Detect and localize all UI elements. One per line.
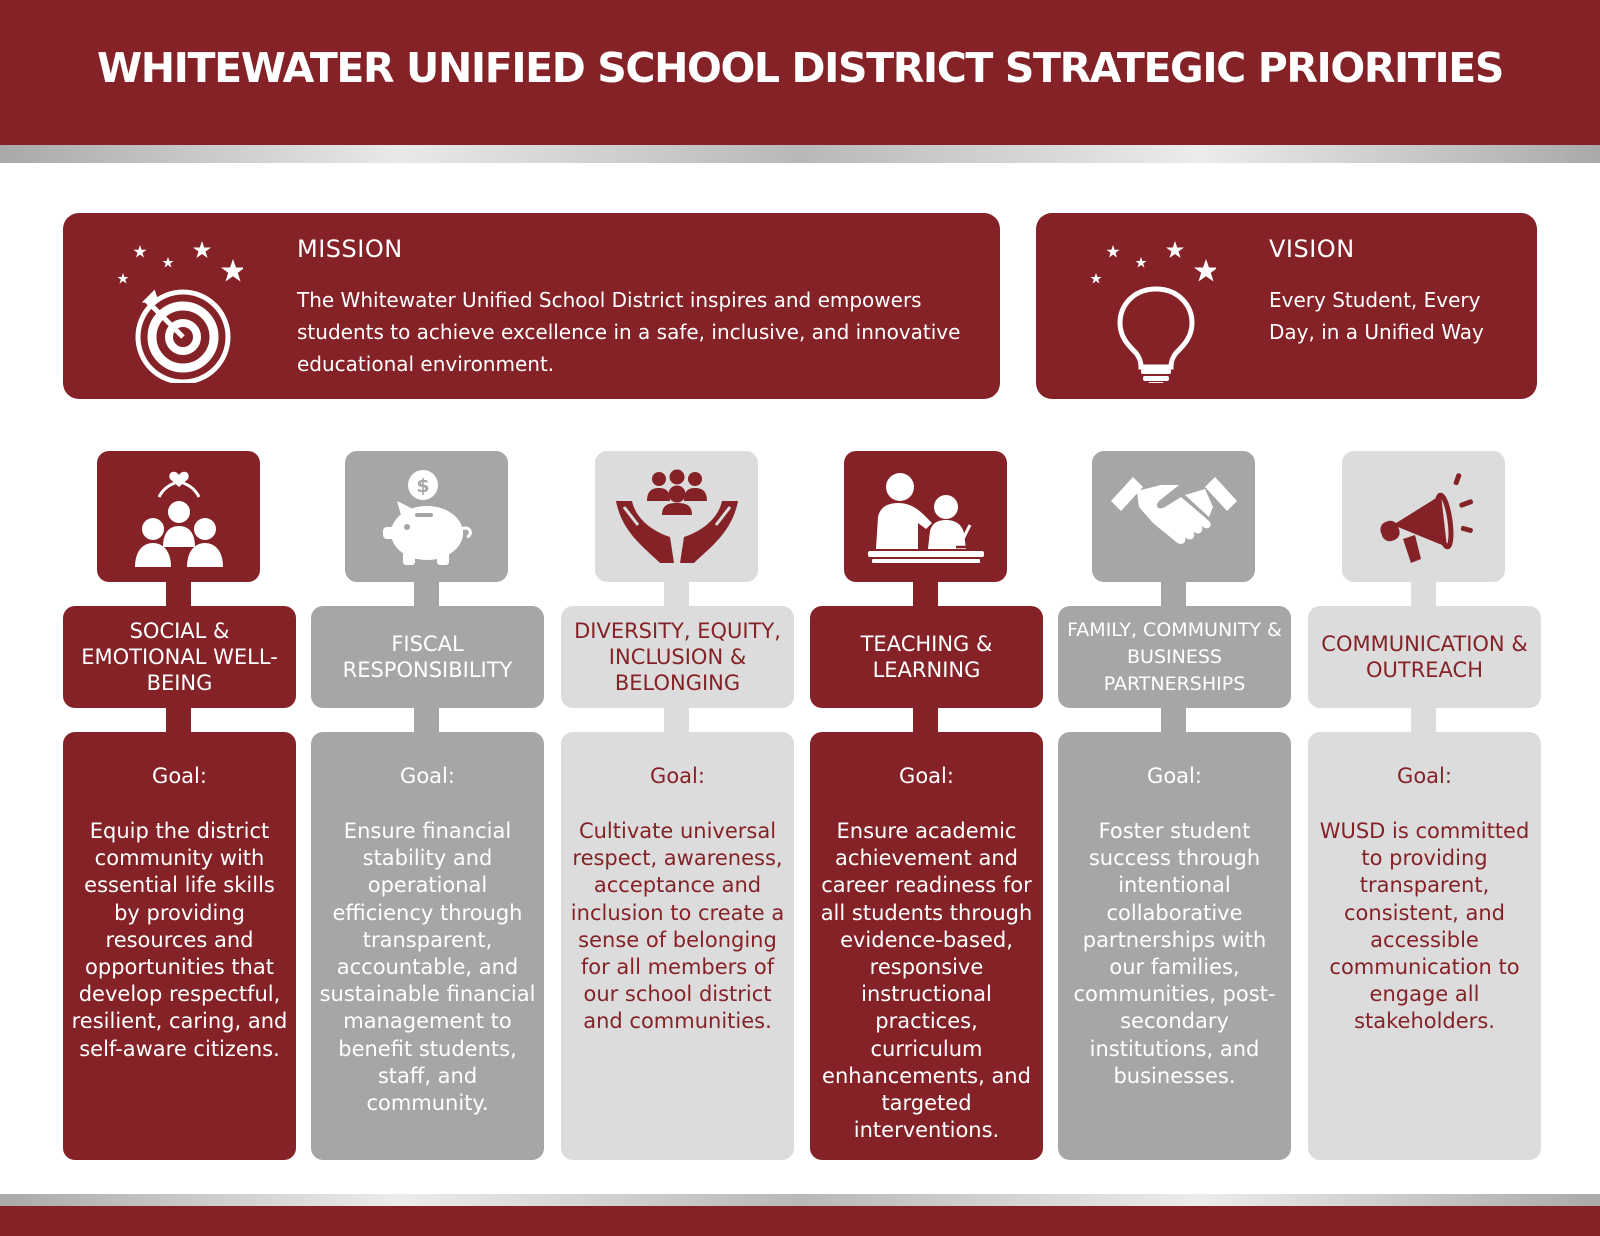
priority-deib (561, 451, 794, 1160)
vision-text: Every Student, Every Day, in a Unified Way (1269, 288, 1484, 344)
page-header (0, 0, 1600, 145)
goal-heading: Goal: (152, 764, 207, 788)
goal-heading: Goal: (400, 764, 455, 788)
mission-title: MISSION (297, 235, 403, 263)
teacher-student-icon (866, 467, 986, 567)
priority-icon-box (97, 451, 260, 582)
page-footer (0, 1206, 1600, 1236)
page-title: WHITEWATER UNIFIED SCHOOL DISTRICT STRATEGIC PRIORITIES (96, 44, 1504, 92)
connector (1161, 707, 1186, 733)
target-with-stars-icon (113, 233, 243, 383)
goal-heading: Goal: (1397, 764, 1452, 788)
priority-fiscal (311, 451, 544, 1160)
goal-box (311, 732, 544, 1160)
people-heart-icon (129, 467, 229, 567)
goal-text: Foster student success through intentional collaborative partnerships with our families, communities, post-secondary institutions, and businesses. (1073, 819, 1276, 1088)
connector (1161, 582, 1186, 607)
priority-icon-box (345, 451, 508, 582)
goal-text: Ensure academic achievement and career readiness for all students through evidence-based, responsive instructional practices, curriculum enhancements, and targeted interventions. (820, 819, 1033, 1143)
goal-text: WUSD is committed to providing transparent, consistent, and accessible communication to engage all stakeholders. (1319, 819, 1530, 1034)
priority-icon-box (1092, 451, 1255, 582)
goal-box (63, 732, 296, 1160)
priority-label: COMMUNICATION & OUTREACH (1308, 606, 1541, 708)
divider-top (0, 145, 1600, 163)
goal-box (561, 732, 794, 1160)
svg-text:$: $ (415, 474, 430, 497)
connector (664, 582, 689, 607)
priority-label: DIVERSITY, EQUITY, INCLUSION & BELONGING (561, 606, 794, 708)
lightbulb-with-stars-icon (1086, 233, 1216, 383)
priority-communication (1308, 451, 1541, 1160)
goal-heading: Goal: (1147, 764, 1202, 788)
priority-icon-box (595, 451, 758, 582)
priority-social-emotional (63, 451, 296, 1160)
connector (913, 582, 938, 607)
priority-icon-box (844, 451, 1007, 582)
goal-heading: Goal: (899, 764, 954, 788)
goal-box (810, 732, 1043, 1160)
priority-label: FAMILY, COMMUNITY & BUSINESS PARTNERSHIPS (1058, 606, 1291, 708)
priority-label: SOCIAL & EMOTIONAL WELL-BEING (63, 606, 296, 708)
connector (1411, 707, 1436, 733)
connector (1411, 582, 1436, 607)
goal-heading: Goal: (650, 764, 705, 788)
connector (166, 707, 191, 733)
vision-card (1036, 213, 1537, 399)
vision-title: VISION (1269, 235, 1355, 263)
goal-box (1058, 732, 1291, 1160)
connector (664, 707, 689, 733)
divider-bottom (0, 1194, 1600, 1206)
priority-teaching-learning (810, 451, 1043, 1160)
goal-text: Equip the district community with essential life skills by providing resources and opportunities that develop respectful, resilient, caring, and self-aware citizens. (71, 819, 288, 1061)
hands-holding-people-icon (612, 467, 742, 567)
connector (913, 707, 938, 733)
goal-text: Cultivate universal respect, awareness, acceptance and inclusion to create a sense of belonging for all members of our school district and communities. (570, 819, 785, 1034)
priority-partnerships (1058, 451, 1291, 1160)
priority-label: TEACHING & LEARNING (810, 606, 1043, 708)
megaphone-icon (1369, 467, 1479, 567)
goal-box (1308, 732, 1541, 1160)
piggy-bank-icon (377, 467, 477, 567)
connector (166, 582, 191, 607)
priority-icon-box (1342, 451, 1505, 582)
connector (414, 582, 439, 607)
handshake-icon (1109, 467, 1239, 567)
mission-card (63, 213, 1000, 399)
connector (414, 707, 439, 733)
priority-label: FISCAL RESPONSIBILITY (311, 606, 544, 708)
goal-text: Ensure financial stability and operational efficiency through transparent, accountable, and sustainable financial management to benefit students, staff, and community. (319, 819, 536, 1116)
mission-text: The Whitewater Unified School District inspires and empowers students to achieve excellence in a safe, inclusive, and innovative educational environment. (297, 288, 961, 376)
